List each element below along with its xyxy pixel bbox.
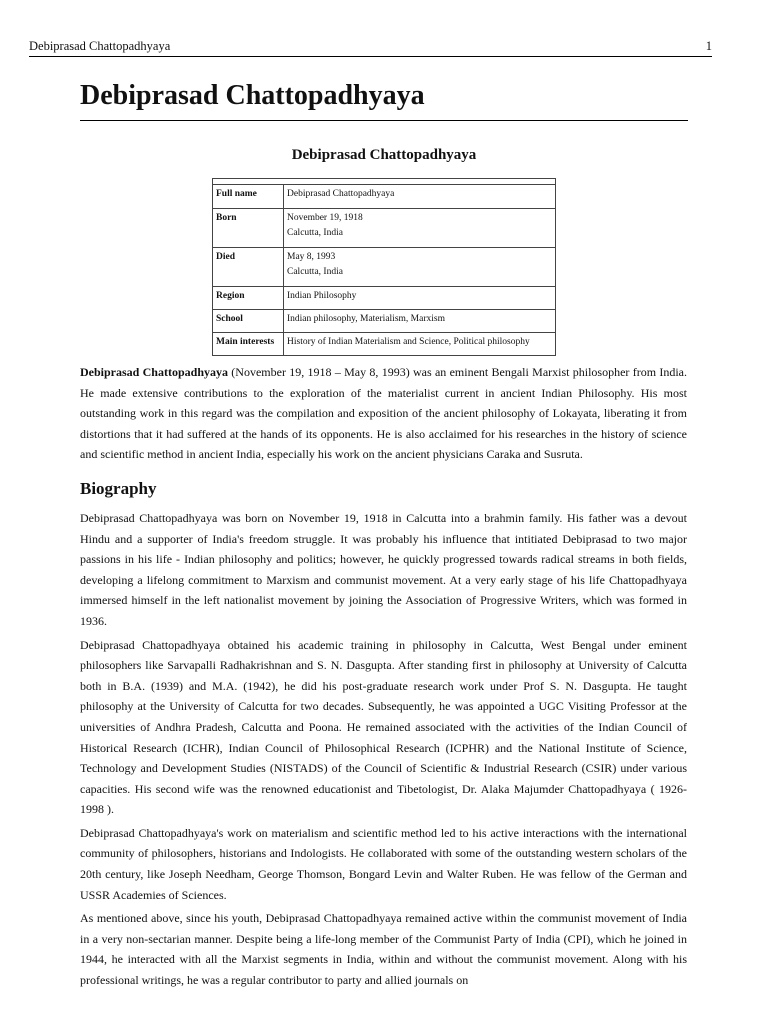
infobox-value bbox=[284, 185, 556, 209]
infobox-value bbox=[284, 310, 556, 333]
infobox-row-school bbox=[213, 310, 556, 333]
infobox-table bbox=[212, 178, 556, 356]
infobox-label: Main interests bbox=[213, 333, 284, 356]
infobox-title: Debiprasad Chattopadhyaya bbox=[291, 147, 477, 163]
biography-paragraph: Debiprasad Chattopadhyaya was born on November 19, 1918 in Calcutta into a brahmin family. His father was a devout Hindu and a supporter of India's freedom struggle. It was probably his influence that intitiated Debiprasad to two major passions in his life - Indian philosophy and politics; however, he quickly progressed towards radical streams in both fields, developing a lifelong commitment to Marxism and communist movement. At a very early stage of his life Chattopadhyaya immersed himself in the left nationalist movement by joining the Association of Progressive Writers, which was formed in 1936. bbox=[80, 510, 687, 628]
subject-name: Debiprasad Chattopadhyaya bbox=[80, 365, 228, 379]
infobox-value-line: Calcutta, India bbox=[287, 267, 343, 277]
intro-paragraph bbox=[80, 362, 687, 465]
intro-text: (November 19, 1918 – May 8, 1993) was an eminent Bengali Marxist philosopher from India. He made extensive contributions to the exploration of the materialist current in ancient Indian Philosophy. His most outstanding work in this regard was the compilation and exposition of the ancient philosophy of Lokayata, liberating it from distortions that it had suffered at the hands of its opponents. He is also acclaimed for his researches in the history of science and scientific method in ancient India, especially his work on the ancient physicians Caraka and Susruta. bbox=[80, 365, 687, 462]
infobox-label: Died bbox=[213, 248, 284, 287]
infobox-label: Region bbox=[213, 287, 284, 310]
infobox-value bbox=[284, 209, 556, 248]
infobox-value bbox=[284, 333, 556, 356]
biography-paragraph: Debiprasad Chattopadhyaya obtained his academic training in philosophy in Calcutta, West Bengal under eminent philosophers like Sarvapalli Radhakrishnan and S. N. Dasgupta. After standing first in philosophy at University of Calcutta both in B.A. (1939) and M.A. (1942), he did his post-graduate research work under Prof S. N. Dasgupta. He taught philosophy at the University of Calcutta for two decades. Subsequently, he was appointed a UGC Visiting Professor at the universities of Andhra Pradesh, Calcutta and Poona. He remained associated with the activities of the Indian Council of Historical Research (ICHR), Indian Council of Philosophical Research (ICPHR) and the National Institute of Science, Technology and Development Studies (NISTADS) of the Council of Scientific & Industrial Research (CSIR) under various capacities. His second wife was the renowned educationist and Tibetologist, Dr. Alaka Majumder Chattopadhyaya ( 1926-1998 ). bbox=[80, 637, 687, 817]
article-body bbox=[80, 362, 687, 994]
infobox-value bbox=[284, 248, 556, 287]
infobox-label: Born bbox=[213, 209, 284, 248]
running-header-title: Debiprasad Chattopadhyaya bbox=[29, 39, 171, 53]
infobox-value-line: Debiprasad Chattopadhyaya bbox=[287, 189, 395, 199]
running-header bbox=[29, 38, 712, 57]
infobox-value-line: November 19, 1918 bbox=[287, 213, 363, 223]
infobox-row-full-name bbox=[213, 185, 556, 209]
infobox-value-line: Calcutta, India bbox=[287, 228, 343, 238]
infobox-value-line: Indian philosophy, Materialism, Marxism bbox=[287, 314, 445, 324]
infobox-label: Full name bbox=[213, 185, 284, 209]
infobox-row-died bbox=[213, 248, 556, 287]
infobox-row-born bbox=[213, 209, 556, 248]
infobox-value-line: May 8, 1993 bbox=[287, 252, 336, 262]
biography-paragraph: Debiprasad Chattopadhyaya's work on materialism and scientific method led to his active interactions with the international community of philosophers, historians and Indologists. He collaborated with some of the outstanding western scholars of the 20th century, like Joseph Needham, George Thomson, Bongard Levin and Walter Ruben. He was fellow of the German and USSR Academies of Sciences. bbox=[80, 825, 687, 902]
infobox-value-line: Indian Philosophy bbox=[287, 291, 357, 301]
infobox-label: School bbox=[213, 310, 284, 333]
article-title: Debiprasad Chattopadhyaya bbox=[80, 76, 688, 121]
infobox-value bbox=[284, 287, 556, 310]
infobox-value-line: History of Indian Materialism and Science, Political philosophy bbox=[287, 337, 530, 347]
biography-paragraph: As mentioned above, since his youth, Debiprasad Chattopadhyaya remained active within the communist movement of India in a very non-sectarian manner. Despite being a life-long member of the Communist Party of India (CPI), which he joined in 1944, he interacted with all the Marxist segments in India, within and without the communist movement. Along with his professional writings, he was a regular contributor to party and allied journals on bbox=[80, 911, 687, 988]
infobox-row-region bbox=[213, 287, 556, 310]
infobox-row-main-interests bbox=[213, 333, 556, 356]
page-number: 1 bbox=[705, 39, 712, 53]
section-heading-biography: Biography bbox=[80, 478, 157, 498]
